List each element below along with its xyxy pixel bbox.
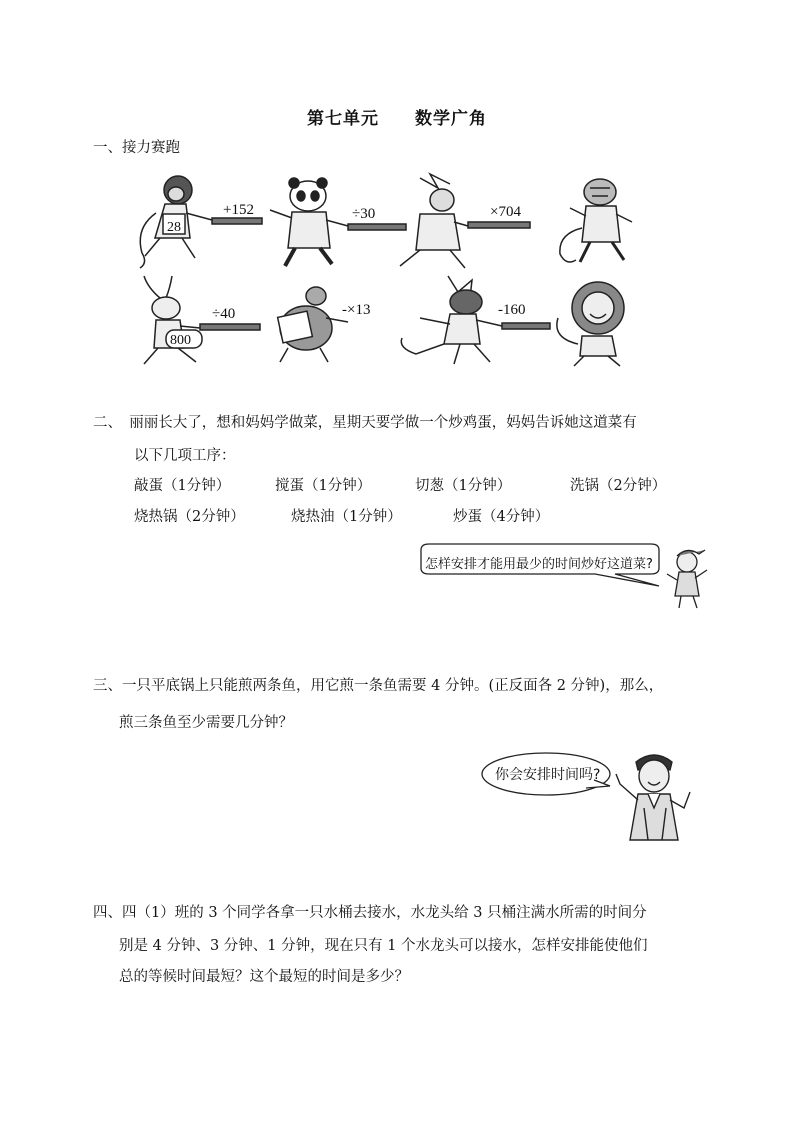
op-3: ×704 xyxy=(490,204,521,220)
fox-runner-icon xyxy=(401,276,550,364)
op-1: +152 xyxy=(223,202,254,218)
q3-line-1: 三、一只平底锅上只能煎两条鱼，用它煎一条鱼需要 4 分钟。(正反面各 2 分钟)，那么， xyxy=(93,678,664,694)
q2-bubble-text: 怎样安排才能用最少的时间炒好这道菜? xyxy=(425,557,653,572)
op-2: ÷30 xyxy=(352,206,376,222)
q4-line-3: 总的等候时间最短？这个最短的时间是多少？ xyxy=(119,969,409,985)
q4-line-1: 四、四（1）班的 3 个同学各拿一只水桶去接水，水龙头给 3 只桶注满水所需的时间分 xyxy=(93,905,647,921)
unit-label: 第七单元 xyxy=(307,109,379,129)
q3-bubble-text: 你会安排时间吗? xyxy=(495,767,601,783)
start-number: 28 xyxy=(167,220,181,235)
tiger-runner-icon xyxy=(560,179,632,262)
step-heat-oil: 烧热油（1分钟） xyxy=(291,509,402,525)
q4-line-2: 别是 4 分钟、3 分钟、1 分钟，现在只有 1 个水龙头可以接水，怎样安排能使他们 xyxy=(119,938,648,954)
q3-line-2: 煎三条鱼至少需要几分钟？ xyxy=(119,715,293,731)
step-fry-egg: 炒蛋（4分钟） xyxy=(453,509,550,525)
panda-runner-icon xyxy=(270,178,406,266)
second-number: 800 xyxy=(170,333,191,348)
step-wash-pan: 洗锅（2分钟） xyxy=(570,478,667,494)
step-cut-onion: 切葱（1分钟） xyxy=(415,478,512,494)
bird-runner-icon xyxy=(400,174,530,268)
girl-figure-icon xyxy=(667,550,707,608)
monkey-runner-icon xyxy=(140,176,262,268)
page-title xyxy=(0,104,794,129)
step-crack-egg: 敲蛋（1分钟） xyxy=(134,478,231,494)
step-heat-pan: 烧热锅（2分钟） xyxy=(134,509,245,525)
op-6: -160 xyxy=(498,302,526,318)
relay-race-illustration xyxy=(120,168,680,368)
op-4: ÷40 xyxy=(212,306,236,322)
q2-line-2: 以下几项工序： xyxy=(134,448,236,464)
op-5: -×13 xyxy=(342,302,371,318)
q3-bubble-group xyxy=(478,748,708,848)
unit-topic: 数学广角 xyxy=(415,109,487,129)
turtle-runner-icon xyxy=(278,287,348,362)
step-beat-egg: 搅蛋（1分钟） xyxy=(275,478,372,494)
q1-heading: 一、接力赛跑 xyxy=(93,140,180,156)
q2-line-1: 二、 丽丽长大了，想和妈妈学做菜，星期天要学做一个炒鸡蛋，妈妈告诉她这道菜有 xyxy=(93,415,637,431)
rabbit-runner-icon xyxy=(144,276,260,364)
boy-figure-icon xyxy=(616,755,690,840)
q2-bubble-group xyxy=(415,540,725,610)
lion-runner-icon xyxy=(557,282,624,366)
